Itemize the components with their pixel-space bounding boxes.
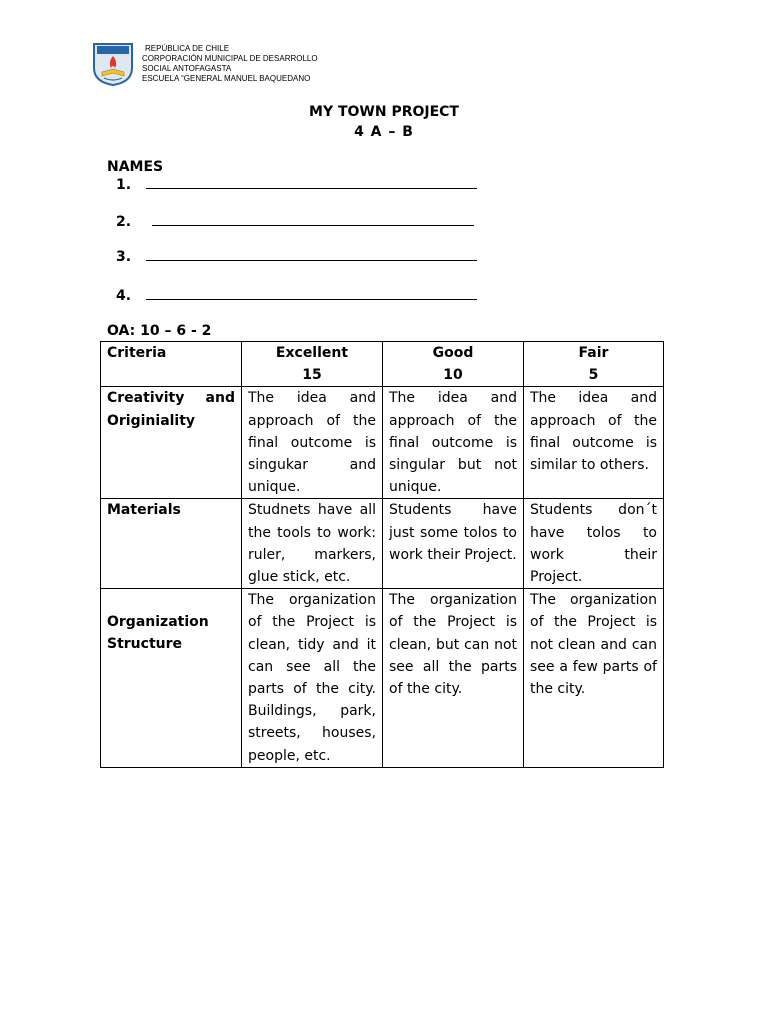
points-excellent: 15 [302, 367, 322, 384]
header-line-region: SOCIAL ANTOFAGASTA [142, 64, 232, 73]
table-row [101, 499, 664, 589]
name-blank-line[interactable] [146, 287, 477, 300]
cell-excellent: The idea and approach of the final outcome is singukar and unique. [242, 387, 383, 499]
header-line-country: REPÚBLICA DE CHILE [145, 44, 230, 53]
criteria-creativity: Creativity and Originiality [101, 387, 242, 499]
name-blank-line[interactable] [146, 176, 477, 189]
school-header [142, 44, 318, 84]
points-fair: 5 [588, 367, 599, 384]
name-number: 3. [116, 249, 132, 265]
column-header-excellent: Excellent 15 [242, 342, 383, 387]
cell-good: The organization of the Project is clean, but can not see all the parts of the city. [383, 589, 524, 768]
names-label: NAMES [107, 159, 164, 175]
name-blank-line[interactable] [152, 213, 474, 226]
rubric-header-row [101, 342, 664, 387]
points-good: 10 [443, 367, 463, 384]
cell-excellent: The organization of the Project is clean, tidy and it can see all the parts of the city. Buildings, park, streets, houses, people, etc. [242, 589, 383, 768]
cell-good: Students have just some tolos to work their Project. [383, 499, 524, 589]
column-header-criteria: Criteria [101, 342, 242, 387]
name-blank-line[interactable] [146, 248, 477, 261]
cell-excellent: Studnets have all the tools to work: ruler, markers, glue stick, etc. [242, 499, 383, 589]
cell-good: The idea and approach of the final outcome is singular but not unique. [383, 387, 524, 499]
name-row-2 [116, 213, 474, 230]
school-crest-icon [92, 42, 134, 86]
document-title: MY TOWN PROJECT [309, 104, 459, 120]
name-row-3 [116, 248, 477, 265]
name-row-1 [116, 176, 477, 193]
document-subtitle: 4 A – B [354, 124, 414, 140]
cell-fair: The idea and approach of the final outcome is similar to others. [524, 387, 664, 499]
name-number: 4. [116, 288, 132, 304]
table-row [101, 589, 664, 768]
criteria-organization: Organization Structure [101, 589, 242, 768]
name-number: 1. [116, 177, 132, 193]
criteria-materials: Materials [101, 499, 242, 589]
name-number: 2. [116, 214, 132, 230]
table-row [101, 387, 664, 499]
cell-fair: Students don´t have tolos to work their Project. [524, 499, 664, 589]
cell-fair: The organization of the Project is not clean and can see a few parts of the city. [524, 589, 664, 768]
name-row-4 [116, 287, 477, 304]
column-header-good: Good 10 [383, 342, 524, 387]
learning-objectives: OA: 10 – 6 - 2 [107, 323, 212, 339]
header-line-school: ESCUELA “GENERAL MANUEL BAQUEDANO [142, 74, 311, 83]
rubric-table [100, 341, 664, 768]
header-line-corporation: CORPORACIÓN MUNICIPAL DE DESARROLLO [142, 54, 318, 63]
column-header-fair: Fair 5 [524, 342, 664, 387]
